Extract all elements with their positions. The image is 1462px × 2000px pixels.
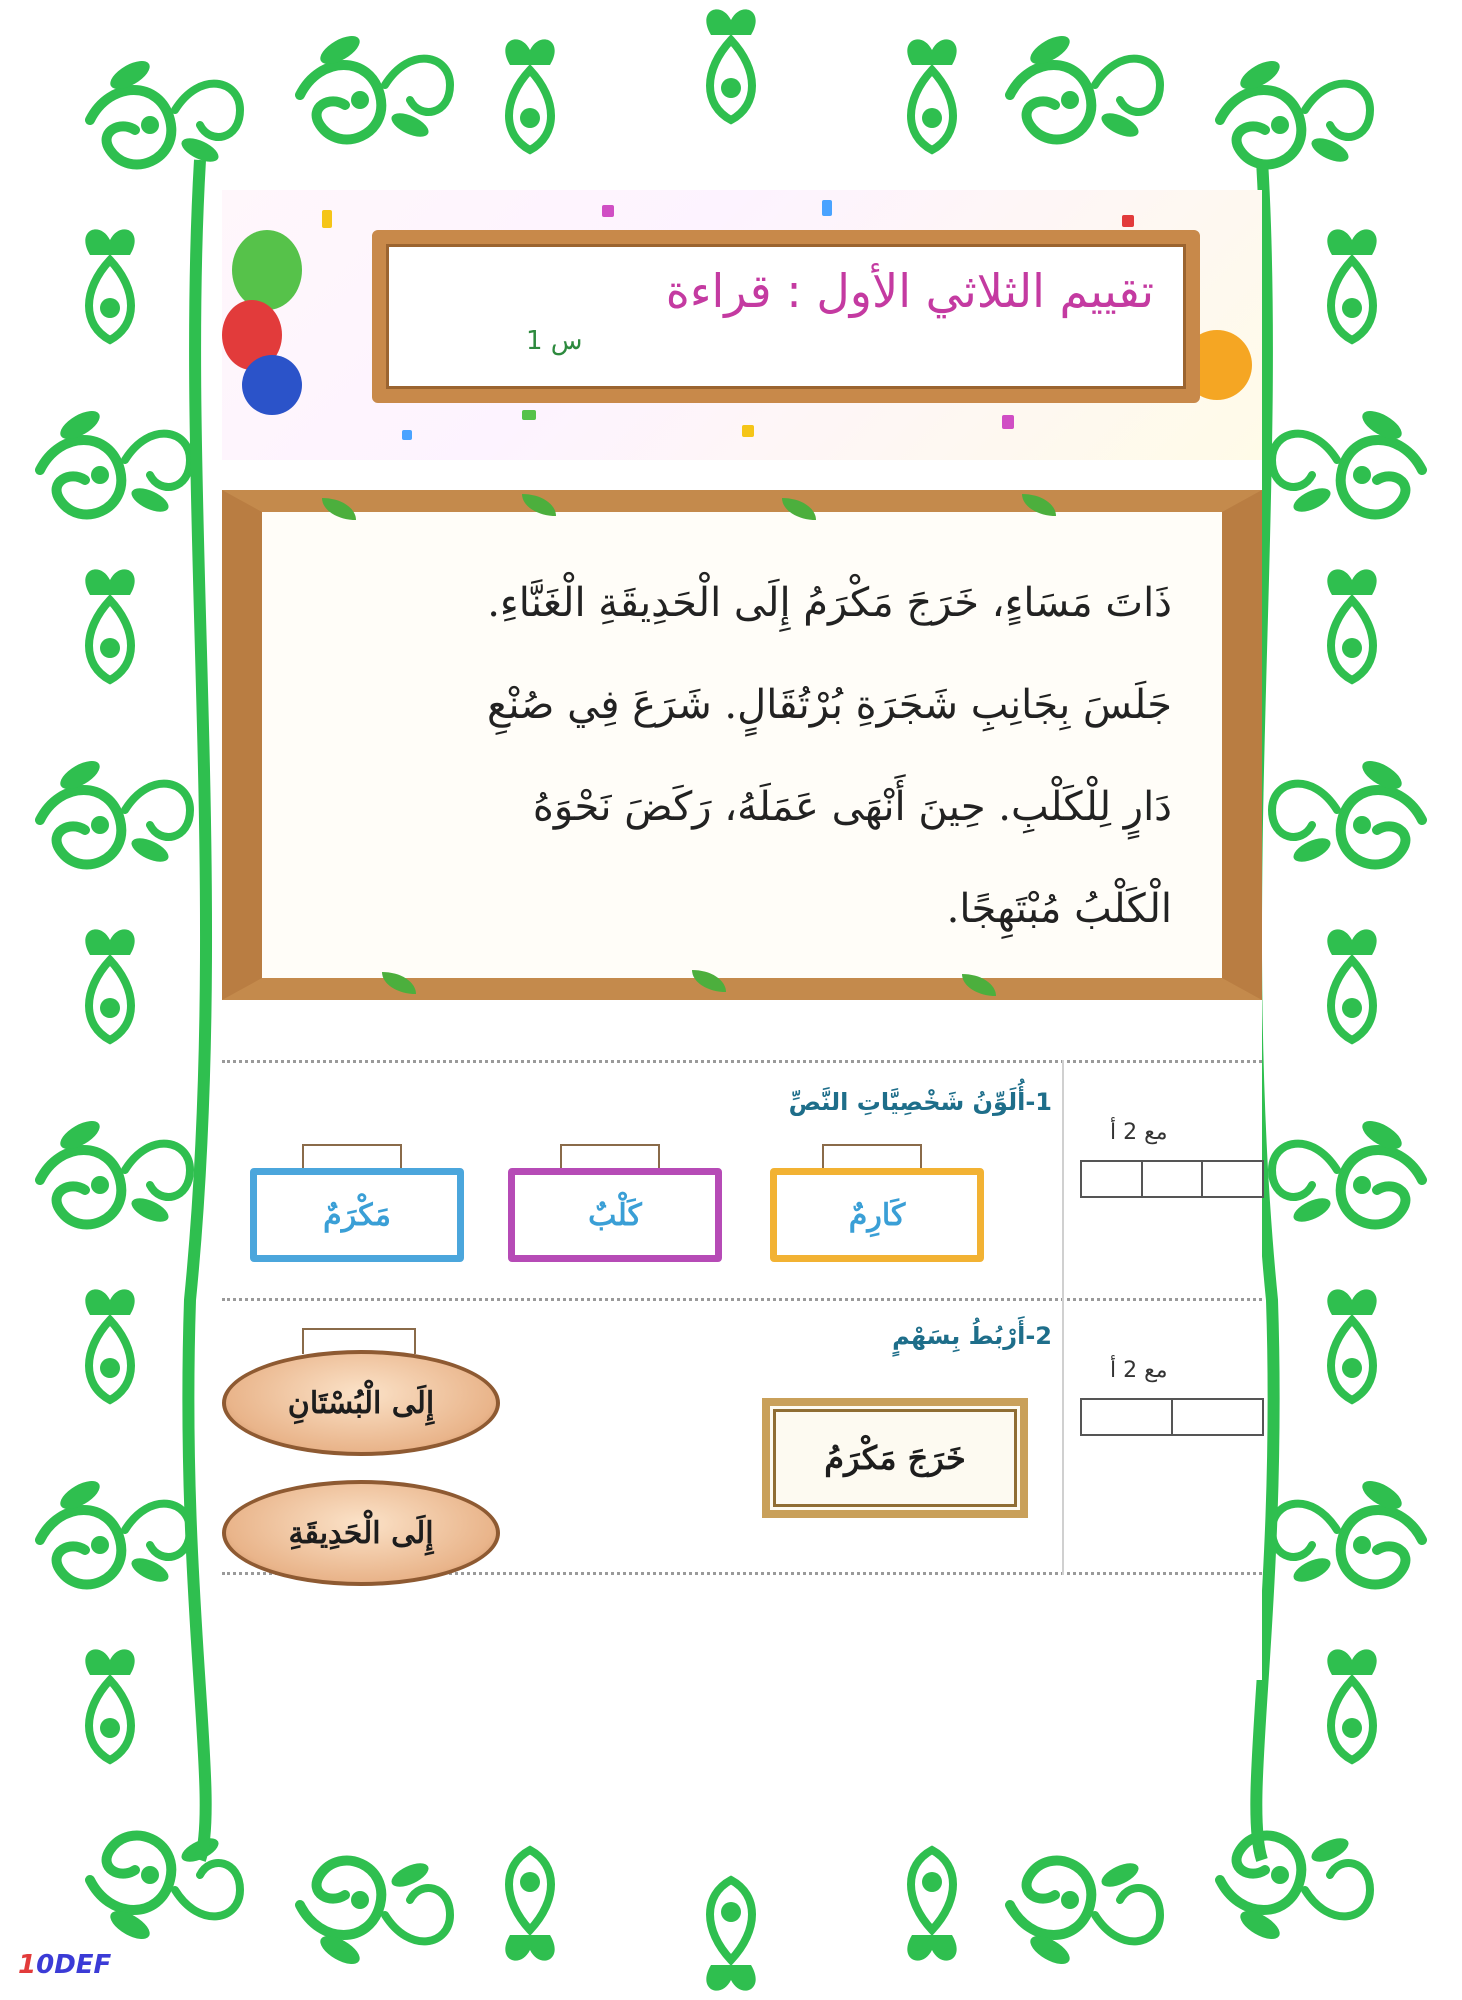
balloon-blue (242, 355, 302, 415)
worksheet (222, 190, 1262, 1680)
phrase-card-makram-went-out[interactable]: خَرَجَ مَكْرَمُ (762, 1398, 1028, 1518)
character-card-karim[interactable]: كَارِمٌ (770, 1168, 984, 1262)
grade-column-divider (1062, 1060, 1064, 1575)
story-line: الْكَلْبُ مُبْتَهِجًا. (946, 886, 1172, 932)
story-line: ذَاتَ مَسَاءٍ، خَرَجَ مَكْرَمُ إِلَى الْحَدِيقَةِ الْغَنَّاءِ. (487, 580, 1172, 626)
option-to-orchard[interactable]: إِلَى الْبُسْتَانِ (222, 1350, 500, 1456)
question-1-grade: مع 2 أ (1110, 1120, 1168, 1145)
page-title: تقييم الثلاثي الأول : قراءة (665, 264, 1154, 318)
site-logo: 10DEF (18, 1950, 112, 1980)
question-1-grade-boxes[interactable] (1080, 1160, 1264, 1198)
questions-area (222, 1060, 1262, 1575)
story-line: جَلَسَ بِجَانِبِ شَجَرَةِ بُرْتُقَالٍ. شَرَعَ فِي صُنْعِ (487, 682, 1172, 728)
option-to-garden[interactable]: إِلَى الْحَدِيقَةِ (222, 1480, 500, 1586)
character-card-dog[interactable]: كَلْبٌ (508, 1168, 722, 1262)
character-card-makram[interactable]: مَكْرَمٌ (250, 1168, 464, 1262)
story-text (332, 552, 1172, 960)
balloon-green (232, 230, 302, 310)
question-1-label: 1-أُلَوِّنُ شَخْصِيَّاتِ النَّصِّ (788, 1088, 1052, 1116)
question-2-label: 2-أَرْبُطُ بِسَهْمٍ (892, 1322, 1052, 1350)
question-2-grade-boxes[interactable] (1080, 1398, 1264, 1436)
title-board (372, 230, 1200, 403)
story-board (222, 490, 1262, 1000)
question-number: س 1 (526, 326, 583, 356)
story-line: دَارٍ لِلْكَلْبِ. حِينَ أَنْهَى عَمَلَهُ، رَكَضَ نَحْوَهُ (532, 784, 1172, 830)
question-2-grade: مع 2 أ (1110, 1358, 1168, 1383)
header-banner (222, 190, 1262, 460)
